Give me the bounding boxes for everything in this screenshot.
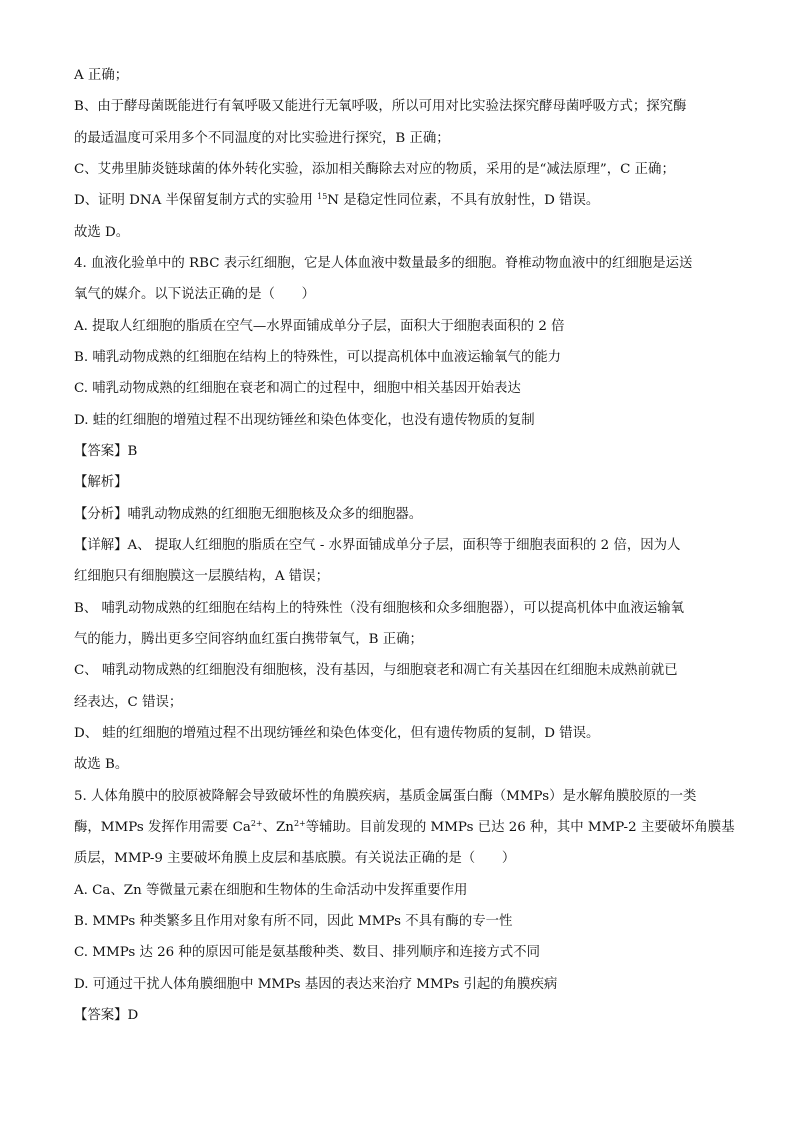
analysis-label: 【解析】 [74,475,128,490]
detail-text: C、 哺乳动物成熟的红细胞没有细胞核，没有基因，与细胞衰老和凋亡有关基因在红细胞未成熟前就已 [74,663,678,678]
text-run: 酶，MMPs 发挥作用需要 Ca [74,820,251,835]
analysis-text: 【分析】哺乳动物成熟的红细胞无细胞核及众多的细胞器。 [74,507,423,522]
superscript: 2+ [250,819,263,828]
question-5-stem-cont: 质层，MMP-9 主要破坏角膜上皮层和基底膜。有关说法正确的是（ ） [74,851,516,866]
option-a: A. 提取人红细胞的脂质在空气—水界面铺成单分子层，面积大于细胞表面积的 2 倍 [74,319,565,334]
text-line: C、艾弗里肺炎链球菌的体外转化实验，添加相关酶除去对应的物质，采用的是“减法原理”，C 正确； [74,162,675,177]
option-d: D. 可通过干扰人体角膜细胞中 MMPs 基因的表达来治疗 MMPs 引起的角膜疾病 [74,977,558,992]
superscript: 2+ [293,819,306,828]
text-line: 的最适温度可采用多个不同温度的对比实验进行探究，B 正确； [74,131,450,146]
question-4-stem-cont: 氧气的媒介。以下说法正确的是（ ） [74,287,316,302]
option-c: C. 哺乳动物成熟的红细胞在衰老和凋亡的过程中，细胞中相关基因开始表达 [74,381,521,396]
answer-label: 【答案】D [74,1008,139,1023]
text-line: B、由于酵母菌既能进行有氧呼吸又能进行无氧呼吸，所以可用对比实验法探究酵母菌呼吸方式；探究酶 [74,99,687,114]
detail-text: 气的能力，腾出更多空间容纳血红蛋白携带氧气，B 正确； [74,632,423,647]
text-line: 故选 D。 [74,225,130,240]
text-line [74,192,714,210]
text-run: N 是稳定性同位素，不具有放射性，D 错误。 [327,193,600,208]
answer-label: 【答案】B [74,444,138,459]
question-4-stem: 4. 血液化验单中的 RBC 表示红细胞，它是人体血液中数量最多的细胞。脊椎动物血液中的红细胞是运送 [74,256,693,271]
text-run: D、证明 DNA 半保留复制方式的实验用 [74,193,318,208]
detail-text: D、 蛙的红细胞的增殖过程不出现纺锤丝和染色体变化，但有遗传物质的复制，D 错误。 [74,726,600,741]
superscript: 15 [317,192,328,201]
option-c: C. MMPs 达 26 种的原因可能是氨基酸种类、数目、排列顺序和连接方式不同 [74,945,540,960]
text-run: 等辅助。目前发现的 MMPs 已达 26 种，其中 MMP-2 主要破坏角膜基 [305,820,735,835]
text-line: A 正确； [74,68,129,83]
question-5-stem: 5. 人体角膜中的胶原被降解会导致破坏性的角膜疾病，基质金属蛋白酶（MMPs）是水解角膜胶原的一类 [74,789,697,804]
detail-text: 【详解】A、 提取人红细胞的脂质在空气 - 水界面铺成单分子层，面积等于细胞表面积的 2 倍，因为人 [74,538,681,553]
option-d: D. 蛙的红细胞的增殖过程不出现纺锤丝和染色体变化，也没有遗传物质的复制 [74,413,535,428]
detail-text: 经表达，C 错误； [74,695,183,710]
text-run: 、Zn [262,820,294,835]
question-5-stem-cont [74,819,735,837]
detail-text: B、 哺乳动物成熟的红细胞在结构上的特殊性（没有细胞核和众多细胞器），可以提高机体中血液运输氧 [74,601,684,616]
option-a: A. Ca、Zn 等微量元素在细胞和生物体的生命活动中发挥重要作用 [74,883,468,898]
conclusion-text: 故选 B。 [74,757,129,772]
detail-text: 红细胞只有细胞膜这一层膜结构，A 错误； [74,569,329,584]
option-b: B. 哺乳动物成熟的红细胞在结构上的特殊性，可以提高机体中血液运输氧气的能力 [74,350,562,365]
option-b: B. MMPs 种类繁多且作用对象有所不同，因此 MMPs 不具有酶的专一性 [74,914,513,929]
